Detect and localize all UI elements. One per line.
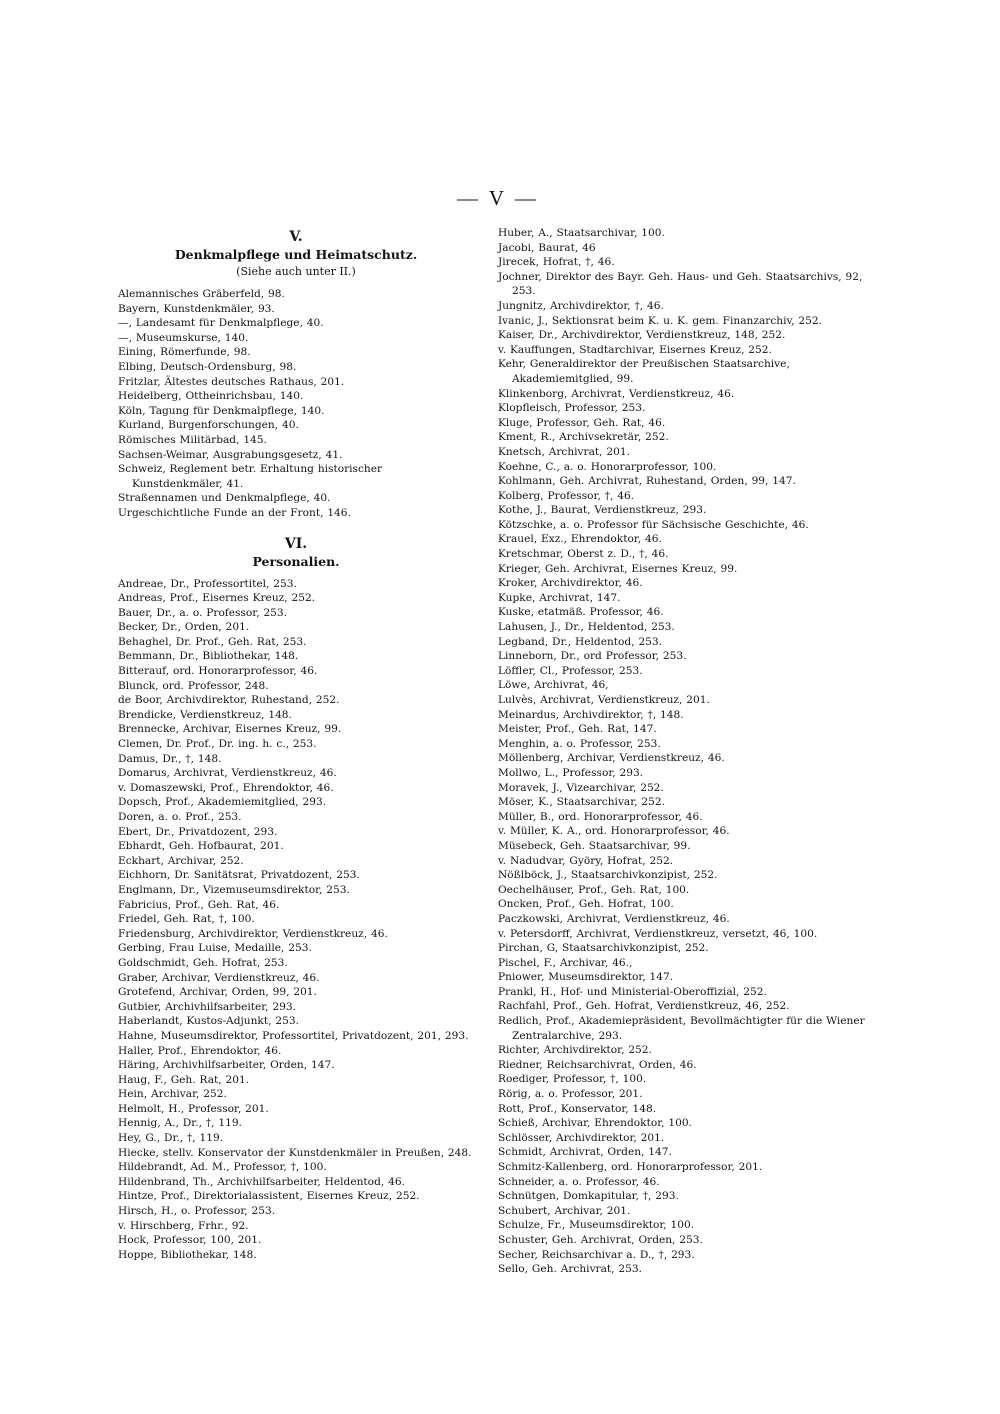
index-entry: Graber, Archivar, Verdienstkreuz, 46.: [118, 971, 320, 984]
index-entry: Kroker, Archivdirektor, 46.: [498, 577, 643, 590]
index-entry: Brennecke, Archivar, Eisernes Kreuz, 99.: [118, 723, 342, 736]
index-entry: Friedel, Geh. Rat, †, 100.: [118, 913, 255, 926]
index-entry: Gutbier, Archivhilfsarbeiter, 293.: [118, 1000, 296, 1013]
index-entry: Schmidt, Archivrat, Orden, 147.: [498, 1146, 672, 1159]
index-entry: Köln, Tagung für Denkmalpflege, 140.: [118, 404, 325, 417]
index-entry: Hein, Archivar, 252.: [118, 1088, 227, 1101]
index-entry: Fritzlar, Ältestes deutsches Rathaus, 201.: [118, 375, 345, 388]
section-v-number: V.: [289, 229, 303, 245]
index-entry: Gerbing, Frau Luise, Medaille, 253.: [118, 942, 312, 955]
index-entry: v. Hirschberg, Frhr., 92.: [118, 1219, 249, 1232]
index-entry: Bitterauf, ord. Honorarprofessor, 46.: [118, 665, 318, 678]
index-entry: v. Nadudvar, Györy, Hofrat, 252.: [498, 854, 674, 867]
index-entry: Jungnitz, Archivdirektor, †, 46.: [498, 299, 664, 312]
index-entry: Klopfleisch, Professor, 253.: [498, 402, 646, 415]
index-entry: Hildenbrand, Th., Archivhilfsarbeiter, Heldentod, 46.: [118, 1175, 405, 1188]
index-entry: Römisches Militärbad, 145.: [118, 433, 267, 446]
index-entry: Redlich, Prof., Akademiepräsident, Bevollmächtigter für die Wiener Zentralarchive, 293.: [498, 1015, 865, 1042]
index-entry: Kaiser, Dr., Archivdirektor, Verdienstkreuz, 148, 252.: [498, 329, 786, 342]
index-entry: Löwe, Archivrat, 46,: [498, 679, 609, 692]
index-entry: Friedensburg, Archivdirektor, Verdienstkreuz, 46.: [118, 927, 388, 940]
index-entry: Brendicke, Verdienstkreuz, 148.: [118, 708, 292, 721]
index-entry: Sello, Geh. Archivrat, 253.: [498, 1263, 643, 1276]
index-entry: Schnütgen, Domkapitular, †, 293.: [498, 1190, 679, 1203]
index-entry: Urgeschichtliche Funde an der Front, 146.: [118, 506, 351, 519]
index-entry: Straßennamen und Denkmalpflege, 40.: [118, 492, 331, 505]
index-entry: Elbing, Deutsch-Ordensburg, 98.: [118, 360, 297, 373]
index-entry: Haberlandt, Kustos-Adjunkt, 253.: [118, 1015, 299, 1028]
index-entry: Kupke, Archivrat, 147.: [498, 591, 621, 604]
index-entry: Andreas, Prof., Eisernes Kreuz, 252.: [118, 592, 316, 605]
index-entry: Nößlböck, J., Staatsarchivkonzipist, 252.: [498, 869, 718, 882]
index-entry: Schneider, a. o. Professor, 46.: [498, 1175, 660, 1188]
index-entry: Hennig, A., Dr., †, 119.: [118, 1117, 242, 1130]
index-entry: Eichhorn, Dr. Sanitätsrat, Privatdozent, 253.: [118, 869, 360, 882]
index-entry: Oechelhäuser, Prof., Geh. Rat, 100.: [498, 883, 690, 896]
index-entry: Kolberg, Professor, †, 46.: [498, 489, 635, 502]
section-vi-number: VI.: [284, 535, 308, 552]
index-entry: v. Petersdorff, Archivrat, Verdienstkreuz, versetzt, 46, 100.: [498, 927, 818, 940]
index-entry: Fabricius, Prof., Geh. Rat, 46.: [118, 898, 280, 911]
index-entry: Kment, R., Archivsekretär, 252.: [498, 431, 669, 444]
index-entry: Müsebeck, Geh. Staatsarchivar, 99.: [498, 839, 691, 852]
section-v-title: Denkmalpflege und Heimatschutz.: [174, 247, 418, 262]
index-entry: Heidelberg, Ottheinrichsbau, 140.: [118, 390, 304, 403]
index-entry: Löffler, Cl., Professor, 253.: [498, 664, 643, 677]
index-entry: Eining, Römerfunde, 98.: [118, 346, 251, 359]
index-entry: Hiecke, stellv. Konservator der Kunstdenkmäler in Preußen, 248.: [118, 1146, 472, 1159]
index-entry: Richter, Archivdirektor, 252.: [498, 1044, 652, 1057]
index-entry: Schieß, Archivar, Ehrendoktor, 100.: [498, 1117, 692, 1130]
index-entry: Schuster, Geh. Archivrat, Orden, 253.: [498, 1233, 703, 1246]
left-column: [118, 226, 474, 1262]
index-entry: Linneborn, Dr., ord Professor, 253.: [498, 650, 687, 663]
index-entry: Hey, G., Dr., †, 119.: [118, 1132, 224, 1145]
index-entry: Krauel, Exz., Ehrendoktor, 46.: [498, 533, 662, 546]
index-entry: Doren, a. o. Prof., 253.: [118, 811, 242, 823]
index-entry: Jirecek, Hofrat, †, 46.: [498, 256, 615, 269]
index-entry: Prankl, H., Hof- und Ministerial-Oberoffizial, 252.: [498, 985, 767, 998]
index-entry: Jochner, Direktor des Bayr. Geh. Haus- und Geh. Staatsarchivs, 92, 253.: [498, 270, 863, 298]
index-entry: Rörig, a. o. Professor, 201.: [498, 1088, 643, 1101]
index-entry: Kötzschke, a. o. Professor für Sächsische Geschichte, 46.: [498, 518, 809, 531]
index-entry: Behaghel, Dr. Prof., Geh. Rat, 253.: [118, 635, 307, 648]
index-entry: Andreae, Dr., Professortitel, 253.: [118, 577, 297, 590]
index-entry: Schmitz-Kallenberg, ord. Honorarprofessor, 201.: [498, 1161, 763, 1173]
index-entry: Helmolt, H., Professor, 201.: [118, 1102, 269, 1115]
index-entry: Haller, Prof., Ehrendoktor, 46.: [118, 1044, 282, 1057]
section-vi-entries: [118, 577, 474, 1263]
index-entry: —, Museumskurse, 140.: [118, 331, 249, 344]
index-entry: Rott, Prof., Konservator, 148.: [498, 1102, 657, 1115]
index-entry: Ebhardt, Geh. Hofbaurat, 201.: [118, 840, 284, 853]
index-entry: Hoppe, Bibliothekar, 148.: [118, 1248, 257, 1261]
index-entry: de Boor, Archivdirektor, Ruhestand, 252.: [118, 694, 340, 707]
index-entry: Koehne, C., a. o. Honorarprofessor, 100.: [498, 460, 717, 473]
index-entry: Paczkowski, Archivrat, Verdienstkreuz, 46.: [498, 912, 730, 925]
index-entry: Blunck, ord. Professor, 248.: [118, 679, 269, 692]
index-entry: Müller, B., ord. Honorarprofessor, 46.: [498, 810, 703, 823]
index-entry: Bauer, Dr., a. o. Professor, 253.: [118, 606, 288, 619]
index-entry: Eckhart, Archivar, 252.: [118, 854, 244, 867]
page-number: — V —: [457, 186, 539, 210]
section-v-entries: [118, 287, 474, 521]
index-entry: Riedner, Reichsarchivrat, Orden, 46.: [498, 1058, 697, 1071]
index-entry: Schubert, Archivar, 201.: [498, 1204, 631, 1217]
index-entry: Menghin, a. o. Professor, 253.: [498, 737, 661, 750]
index-entry: Roediger, Professor, †, 100.: [498, 1073, 647, 1086]
index-entry: Kluge, Professor, Geh. Rat, 46.: [498, 416, 666, 429]
index-entry: Goldschmidt, Geh. Hofrat, 253.: [118, 956, 288, 969]
personalien-continued-entries: [498, 226, 880, 1277]
index-entry: Mollwo, L., Professor, 293.: [498, 766, 644, 779]
index-entry: Hintze, Prof., Direktorialassistent, Eisernes Kreuz, 252.: [118, 1190, 420, 1203]
index-entry: Kuske, etatmäß. Professor, 46.: [498, 606, 664, 619]
index-entry: Hirsch, H., o. Professor, 253.: [118, 1205, 276, 1218]
index-entry: Pniower, Museumsdirektor, 147.: [498, 971, 674, 984]
index-entry: Grotefend, Archivar, Orden, 99, 201.: [118, 986, 317, 999]
index-entry: Krieger, Geh. Archivrat, Eisernes Kreuz, 99.: [498, 562, 738, 575]
index-entry: Damus, Dr., †, 148.: [118, 752, 222, 765]
index-entry: Kothe, J., Baurat, Verdienstkreuz, 293.: [498, 504, 707, 517]
index-entry: Kehr, Generaldirektor der Preußischen Staatsarchive, Akademiemitglied, 99.: [498, 358, 790, 385]
index-entry: Pirchan, G, Staatsarchivkonzipist, 252.: [498, 942, 709, 955]
index-entry: Dopsch, Prof., Akademiemitglied, 293.: [118, 796, 327, 809]
index-entry: Moravek, J., Vizearchivar, 252.: [498, 781, 664, 794]
index-entry: Kurland, Burgenforschungen, 40.: [118, 419, 299, 432]
index-entry: Alemannisches Gräberfeld, 98.: [118, 288, 285, 300]
index-entry: v. Kauffungen, Stadtarchivar, Eisernes Kreuz, 252.: [498, 343, 772, 356]
index-entry: v. Domaszewski, Prof., Ehrendoktor, 46.: [118, 781, 334, 794]
index-entry: Hock, Professor, 100, 201.: [118, 1234, 262, 1247]
index-entry: Domarus, Archivrat, Verdienstkreuz, 46.: [118, 767, 337, 780]
index-entry: Lulvès, Archivrat, Verdienstkreuz, 201.: [498, 694, 710, 706]
index-entry: Hildebrandt, Ad. M., Professor, †, 100.: [118, 1161, 327, 1174]
index-entry: Knetsch, Archivrat, 201.: [498, 445, 630, 458]
index-entry: Ivanic, J., Sektionsrat beim K. u. K. gem. Finanzarchiv, 252.: [498, 314, 823, 327]
index-entry: Legband, Dr., Heldentod, 253.: [498, 635, 663, 648]
index-entry: —, Landesamt für Denkmalpflege, 40.: [118, 317, 324, 330]
index-entry: Pischel, F., Archivar, 46.,: [498, 956, 633, 969]
index-entry: Schulze, Fr., Museumsdirektor, 100.: [498, 1219, 695, 1232]
index-entry: Schlösser, Archivdirektor, 201.: [498, 1131, 665, 1144]
index-entry: Secher, Reichsarchivar a. D., †, 293.: [498, 1248, 695, 1261]
index-entry: Becker, Dr., Orden, 201.: [118, 621, 250, 634]
index-entry: Oncken, Prof., Geh. Hofrat, 100.: [498, 898, 674, 911]
index-entry: Möllenberg, Archivar, Verdienstkreuz, 46.: [498, 752, 725, 765]
index-entry: Jacobi, Baurat, 46: [498, 241, 596, 254]
index-entry: v. Müller, K. A., ord. Honorarprofessor, 46.: [498, 825, 730, 838]
index-entry: Klinkenborg, Archivrat, Verdienstkreuz, 46.: [498, 387, 735, 400]
index-entry: Schweiz, Reglement betr. Erhaltung historischer Kunstdenkmäler, 41.: [118, 463, 383, 490]
index-entry: Huber, A., Staatsarchivar, 100.: [498, 227, 665, 239]
index-entry: Kohlmann, Geh. Archivrat, Ruhestand, Orden, 99, 147.: [498, 475, 796, 488]
index-entry: Ebert, Dr., Privatdozent, 293.: [118, 825, 278, 838]
index-entry: Sachsen-Weimar, Ausgrabungsgesetz, 41.: [118, 448, 343, 461]
index-entry: Bayern, Kunstdenkmäler, 93.: [118, 302, 275, 315]
index-entry: Rachfahl, Prof., Geh. Hofrat, Verdienstkreuz, 46, 252.: [498, 1000, 790, 1013]
section-v-subtitle: (Siehe auch unter II.): [236, 265, 356, 278]
index-entry: Meister, Prof., Geh. Rat, 147.: [498, 723, 657, 736]
index-entry: Kretschmar, Oberst z. D., †, 46.: [498, 548, 669, 561]
index-entry: Möser, K., Staatsarchivar, 252.: [498, 796, 665, 809]
index-entry: Häring, Archivhilfsarbeiter, Orden, 147.: [118, 1059, 335, 1072]
index-entry: Meinardus, Archivdirektor, †, 148.: [498, 708, 684, 721]
index-entry: Lahusen, J., Dr., Heldentod, 253.: [498, 621, 675, 634]
index-entry: Englmann, Dr., Vizemuseumsdirektor, 253.: [118, 883, 350, 896]
index-entry: Clemen, Dr. Prof., Dr. ing. h. c., 253.: [118, 738, 317, 751]
index-entry: Hahne, Museumsdirektor, Professortitel, Privatdozent, 201, 293.: [118, 1029, 469, 1042]
section-vi-title: Personalien.: [252, 553, 340, 569]
right-column: [498, 226, 880, 1277]
index-entry: Bemmann, Dr., Bibliothekar, 148.: [118, 650, 299, 663]
index-entry: Haug, F., Geh. Rat, 201.: [118, 1073, 250, 1086]
